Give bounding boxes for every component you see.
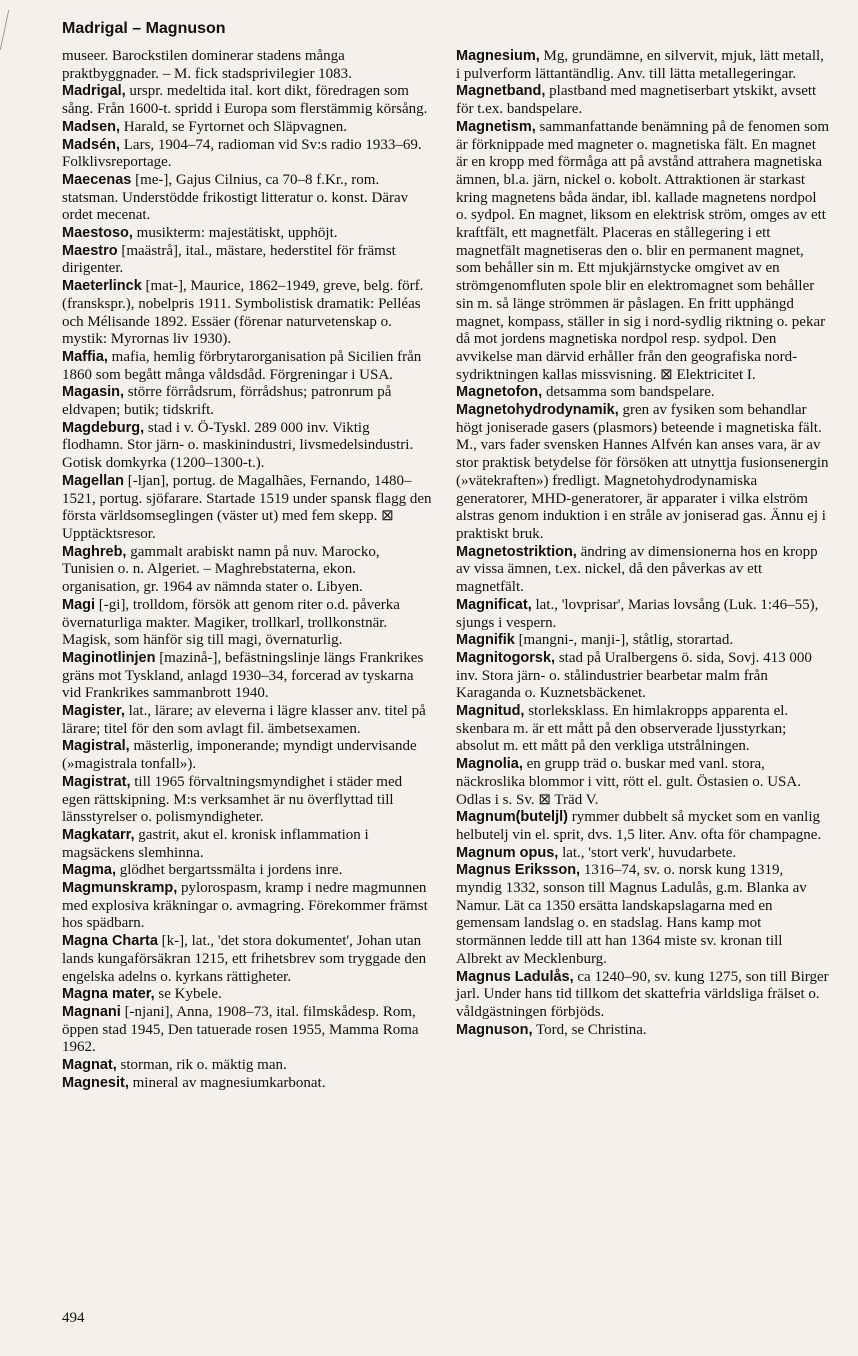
- dictionary-entry: [62, 650, 432, 703]
- entry-headword: Magnesit,: [62, 1074, 129, 1091]
- entry-headword: Magnifik: [456, 632, 515, 649]
- entry-headword: Madrigal,: [62, 83, 126, 100]
- entry-text: detsamma som bandspelare.: [542, 384, 715, 401]
- dictionary-entry: [62, 827, 432, 862]
- entry-headword: Madsén,: [62, 136, 121, 153]
- dictionary-entry: [62, 1075, 432, 1093]
- dictionary-entry: [456, 845, 830, 863]
- dictionary-entry: [62, 384, 432, 419]
- entry-text: storman, rik o. mäktig man.: [116, 1057, 287, 1074]
- entry-headword: Magnetism,: [456, 118, 536, 135]
- dictionary-entry: [62, 880, 432, 933]
- entry-text: rymmer dubbelt så mycket som en vanlig helbutelj vin el. sprit, dvs. 1,5 liter. Anv. ofta för champagne.: [456, 809, 822, 843]
- dictionary-entry: [456, 809, 830, 844]
- dictionary-entry: [62, 597, 432, 650]
- entry-text: [mat-], Maurice, 1862–1949, greve, belg. förf. (franskspr.), nobelpris 1911. Symbolistisk dramatik: Pelléas och Mélisande 1892. Essäer (förenar naturvetenskap o. mystik: Myrornas liv 1930).: [62, 278, 424, 348]
- entry-text: plastband med magnetiserbart ytskikt, avsett för t.ex. bandspelare.: [456, 83, 817, 118]
- entry-headword: Magna mater,: [62, 986, 155, 1003]
- dictionary-entry: [456, 650, 830, 703]
- entry-headword: Magkatarr,: [62, 826, 135, 843]
- dictionary-entry: [62, 986, 432, 1004]
- entry-text: storleksklass. En himlakropps apparenta el. skenbara m. är ett mått på den observerade ljusstyrkan; absolut m. ett mått på den verkliga utstrålningen.: [456, 703, 789, 755]
- dictionary-entry: [456, 756, 830, 809]
- dictionary-entry: [62, 1057, 432, 1075]
- entry-headword: Magnificat,: [456, 596, 532, 613]
- dictionary-entry: [456, 83, 830, 118]
- entry-text: [mangni-, manji-], ståtlig, storartad.: [514, 632, 734, 649]
- entry-headword: Maestoso,: [62, 225, 133, 242]
- entry-text: pylorospasm, kramp i nedre magmunnen med explosiva kräkningar o. avmagring. Förekommer främst hos spädbarn.: [62, 880, 428, 932]
- dictionary-entry: [456, 597, 830, 632]
- entry-text: mafia, hemlig förbrytarorganisation på Sicilien från 1860 som begått många våldsdåd. Förgreningar i USA.: [62, 348, 422, 383]
- dictionary-entry: [62, 544, 432, 597]
- dictionary-entry: [62, 48, 432, 83]
- entry-text: [k-], lat., 'det stora dokumentet', Johan utan lands kungaförsäkran 1215, ett frihetsbrev som tryggade den engelska adelns o. kyrkans rättigheter.: [62, 933, 427, 985]
- entry-headword: Magister,: [62, 703, 125, 720]
- entry-text: gren av fysiken som behandlar högt joniserade gasers (plasmors) beteende i magnetiska fält. M., vars fader svensken Hannes Alfvén kan anses vara, är av stor praktisk betydelse för försöken att utnyttja fusionsenergin (»vätekraften») fredligt. Magnetohydrodynamiska generatorer, MHD-generatorer, är apparater i vilka elström alstras genom induktion i en stråle av joniserad gas. Ännu ej i praktiskt bruk.: [456, 402, 829, 542]
- entry-text: [me-], Gajus Cilnius, ca 70–8 f.Kr., rom. statsman. Understödde frikostigt litteratur o. konst. Därav ordet mecenat.: [62, 171, 409, 224]
- entry-headword: Madsen,: [62, 118, 121, 135]
- entry-text: gastrit, akut el. kronisk inflammation i magsäckens slemhinna.: [62, 826, 369, 861]
- entry-text: gammalt arabiskt namn på nuv. Marocko, Tunisien o. n. Algeriet. – Maghrebstaterna, ekon. organisation, gr. 1964 av nämnda stater o. Libyen.: [62, 543, 380, 596]
- entry-text: Harald, se Fyrtornet och Släpvagnen.: [120, 118, 348, 135]
- entry-text: ändring av dimensionerna hos en kropp av vissa ämnen, t.ex. nickel, då den påverkas av ett magnetfält.: [456, 543, 818, 596]
- dictionary-entry: [62, 137, 432, 172]
- entry-text: [-ljan], portug. de Magalhães, Fernando, 1480–1521, portug. sjöfarare. Startade 1519 under spansk flagg den första världsomseglingen (väster ut) med fem skepp. ⊠ Upptäcktsresor.: [62, 472, 432, 542]
- entry-text: 1316–74, sv. o. norsk kung 1319, myndig 1332, sonson till Magnus Ladulås, g.m. Blanka av Namur. Lät ca 1350 ersätta landskapslagarna med en gemensam landslag o. en stadslag. Hans kamp mot stormännen ledde till att han 1364 miste sv. kronan till Albrekt av Mecklenburg.: [456, 862, 807, 967]
- entry-text: lat., 'stort verk', huvudarbete.: [558, 844, 737, 861]
- entry-headword: Magasin,: [62, 384, 125, 401]
- entry-text: till 1965 förvaltningsmyndighet i städer med egen rättskipning. M:s verksamhet är nu överflyttad till länsstyrelser o. polismyndigheter.: [62, 773, 403, 826]
- entry-text: museer. Barockstilen dominerar stadens många praktbyggnader. – M. fick stadsprivilegier 1083.: [62, 48, 352, 82]
- dictionary-entry: [62, 278, 432, 349]
- entry-headword: Magnat,: [62, 1057, 117, 1074]
- entry-headword: Magnesium,: [456, 48, 540, 64]
- entry-text: Tord, se Christina.: [532, 1021, 647, 1038]
- dictionary-entry: [62, 420, 432, 473]
- entry-headword: Magistral,: [62, 738, 130, 755]
- entry-headword: Magdeburg,: [62, 419, 145, 436]
- dictionary-entry: [456, 402, 830, 544]
- running-head: Madrigal – Magnuson: [62, 20, 226, 37]
- dictionary-entry: [62, 703, 432, 738]
- entry-headword: Maecenas: [62, 171, 132, 188]
- entry-text: ca 1240–90, sv. kung 1275, son till Birger jarl. Under hans tid tillkom det skattefria världsliga frälset o. våldgästningen förbjöds.: [456, 968, 829, 1020]
- entry-headword: Magnetostriktion,: [456, 543, 577, 560]
- entry-text: lat., lärare; av eleverna i lägre klasser anv. titel på lärare; titel för den som avlagt fil. ämbetsexamen.: [62, 703, 426, 737]
- page-number: 494: [62, 1310, 85, 1326]
- entry-headword: Magnitud,: [456, 703, 525, 720]
- entry-text: sammanfattande benämning på de fenomen som är förknippade med magneter o. magnetiska fält. En magnet är en kropp med förmåga att på avstånd attrahera magnetiska ämnen, bl.a. järn, nickel o. kobolt. Attraktionen är starkast kring magnetens båda ändar, ibl. kallade magnetens nordpol o. sydpol. En magnet, liksom en elektrisk ström, omges av ett kraftfält, ett magnetfält. Placeras en stållegering i ett magnetfält magnetiseras den o. blir en permanent magnet, som behåller sin m. Ett mjukjärnstycke omgivet av en strömgenomfluten spole blir en elektromagnet som behåller sin m. så länge strömmen är påslagen. En fritt upphängd magnet, kompass, ställer in sig i nord-sydlig riktning o. pekar då mot jordens magnetiska nordpol resp. sydpol. Den avvikelse man därvid erhåller från den geografiska nord-sydriktningen kallas missvisning. ⊠ Elektricitet I.: [456, 118, 830, 383]
- entry-text: musikterm: majestätiskt, upphöjt.: [132, 225, 338, 242]
- entry-text: Lars, 1904–74, radioman vid Sv:s radio 1933–69. Folklivsreportage.: [62, 136, 422, 171]
- dictionary-entry: [62, 243, 432, 278]
- entry-headword: Magnum opus,: [456, 844, 559, 861]
- dictionary-entry: [62, 172, 432, 225]
- dictionary-entry: [456, 1022, 830, 1040]
- entry-headword: Maestro: [62, 242, 118, 259]
- dictionary-entry: [456, 862, 830, 968]
- dictionary-entry: [62, 1004, 432, 1057]
- entry-text: Mg, grundämne, en silvervit, mjuk, lätt metall, i pulverform lättantändlig. Anv. till lätta metallegeringar.: [456, 48, 824, 82]
- entry-text: glödhet bergartssmälta i jordens inre.: [116, 862, 343, 879]
- entry-text: stad på Uralbergens ö. sida, Sovj. 413 000 inv. Stora järn- o. stålindustrier bearbetar malm från Karaganda o. Kuznetsbäckenet.: [456, 649, 812, 702]
- entry-headword: Maffia,: [62, 348, 108, 365]
- entry-text: [-gi], trolldom, försök att genom riter o.d. påverka övernaturliga makter. Magiker, trollkarl, trollkonstnär. Magisk, som hänför sig till magi, övernaturlig.: [62, 596, 400, 649]
- entry-headword: Magma,: [62, 862, 116, 879]
- entry-headword: Maeterlinck: [62, 278, 142, 295]
- dictionary-entry: [62, 225, 432, 243]
- entry-text: [mazinå-], befästningslinje längs Frankrikes gräns mot Tyskland, anlagd 1930–34, forcerad av tyskarna vid Frankrikes sammanbrott 1940.: [62, 649, 424, 702]
- entry-text: se Kybele.: [154, 986, 222, 1003]
- entry-headword: Magnus Ladulås,: [456, 968, 574, 985]
- dictionary-entry: [62, 774, 432, 827]
- entry-text: stad i v. Ö-Tyskl. 289 000 inv. Viktig flodhamn. Stor järn- o. maskinindustri, livsmedelsindustri. Gotisk domkyrka (1200–1300-t.).: [62, 419, 414, 472]
- dictionary-entry: [62, 738, 432, 773]
- entry-text: [-njani], Anna, 1908–73, ital. filmskådesp. Rom, öppen stad 1945, Den tatuerade rosen 1955, Mamma Roma 1962.: [62, 1003, 419, 1056]
- dictionary-entry: [62, 119, 432, 137]
- dictionary-entry: [456, 119, 830, 385]
- entry-headword: Magnitogorsk,: [456, 649, 556, 666]
- entry-text: [maästrå], ital., mästare, hederstitel för främst dirigenter.: [62, 242, 396, 277]
- entry-text: en grupp träd o. buskar med vanl. stora, näckroslika blommor i vitt, rött el. gult. Östasien o. USA. Odlas i s. Sv. ⊠ Träd V.: [456, 756, 801, 808]
- entry-text: mineral av magnesiumkarbonat.: [128, 1074, 326, 1091]
- dictionary-entry: [62, 473, 432, 544]
- entry-headword: Magi: [62, 596, 96, 613]
- dictionary-entry: [456, 632, 830, 650]
- dictionary-entry: [456, 544, 830, 597]
- entry-text: större förrådsrum, förrådshus; patronrum på eldvapen; butik; tidskrift.: [62, 384, 392, 419]
- entry-headword: Magnetofon,: [456, 384, 543, 401]
- entry-headword: Magellan: [62, 472, 125, 489]
- entry-text: urspr. medeltida ital. kort dikt, föredragen som sång. Från 1600-t. spridd i Europa som flerstämmig körsång.: [62, 83, 428, 118]
- entry-headword: Magnuson,: [456, 1021, 533, 1038]
- entry-headword: Maginotlinjen: [62, 649, 156, 666]
- entry-headword: Magistrat,: [62, 773, 131, 790]
- entry-headword: Magnetohydrodynamik,: [456, 402, 619, 419]
- entry-text: mästerlig, imponerande; myndigt undervisande (»magistrala tonfall»).: [62, 738, 417, 773]
- entry-headword: Magnani: [62, 1003, 121, 1020]
- dictionary-entry: [456, 703, 830, 756]
- entry-headword: Magnetband,: [456, 83, 546, 100]
- entry-headword: Maghreb,: [62, 543, 127, 560]
- dictionary-entry: [62, 862, 432, 880]
- left-column: [62, 48, 432, 1092]
- dictionary-entry: [62, 933, 432, 986]
- entry-headword: Magnum(buteljl): [456, 809, 568, 826]
- entry-headword: Magna Charta: [62, 933, 158, 950]
- entry-headword: Magnus Eriksson,: [456, 862, 581, 879]
- dictionary-entry: [456, 384, 830, 402]
- dictionary-entry: [62, 349, 432, 384]
- entry-text: lat., 'lovprisar', Marias lovsång (Luk. 1:46–55), sjungs i vespern.: [456, 596, 819, 631]
- right-column: [456, 48, 830, 1039]
- entry-headword: Magmunskramp,: [62, 880, 178, 897]
- dictionary-entry: [456, 48, 830, 83]
- page-corner-mark: [0, 10, 17, 50]
- dictionary-entry: [456, 969, 830, 1022]
- entry-headword: Magnolia,: [456, 756, 523, 773]
- dictionary-entry: [62, 83, 432, 118]
